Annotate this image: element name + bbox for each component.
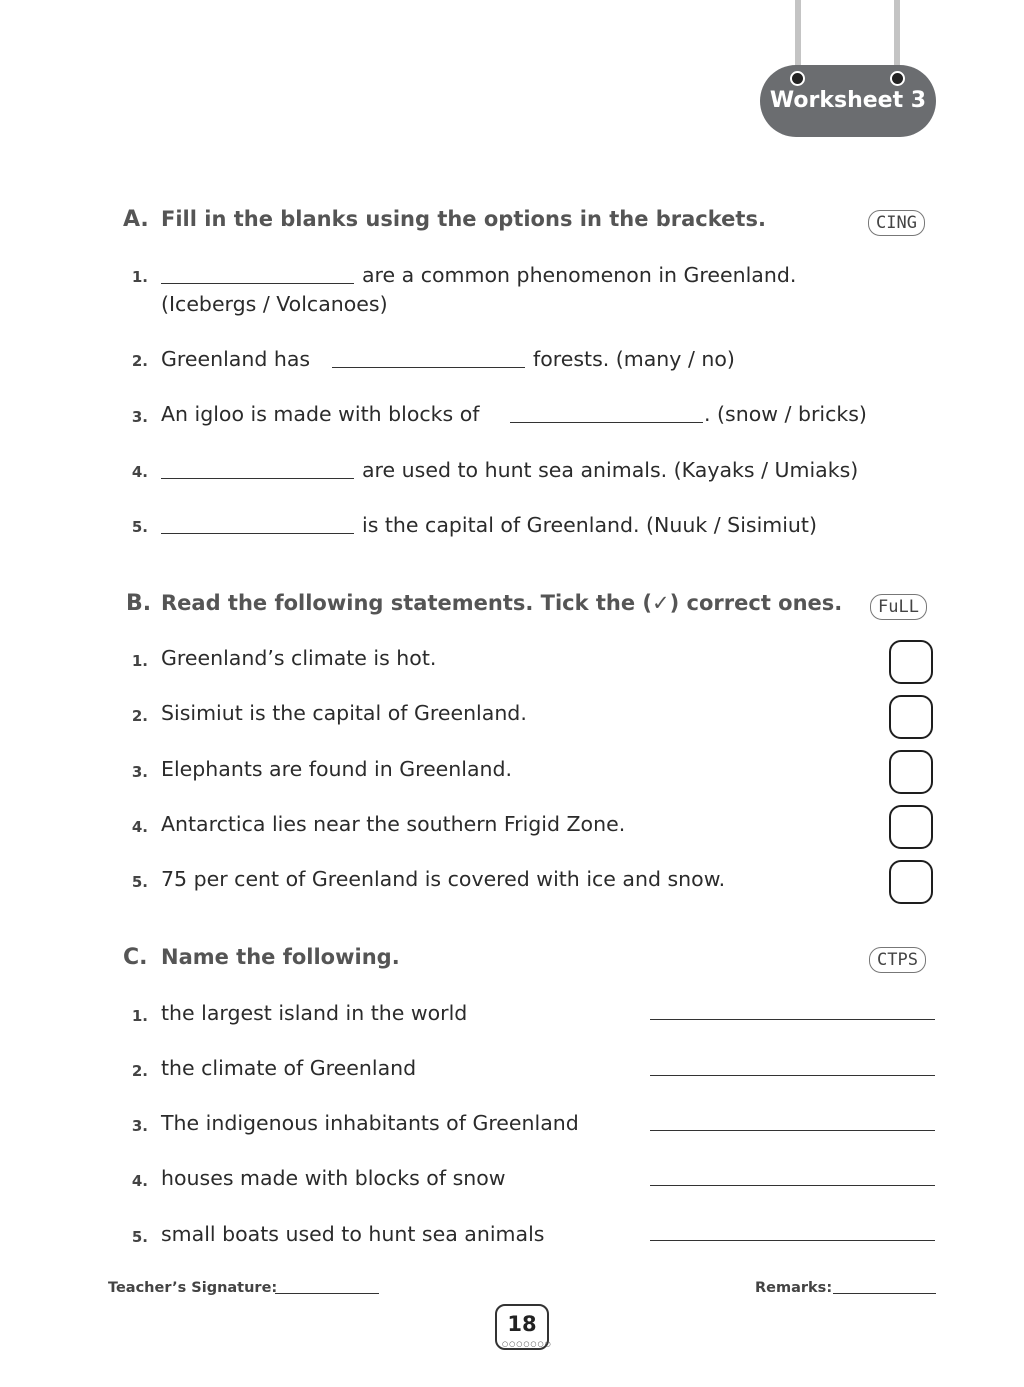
a-item-3-after: . (snow / bricks) [704, 402, 867, 426]
section-a-skill-badge: CING [868, 210, 925, 236]
b-item-1-tick-box[interactable] [889, 640, 933, 684]
section-c-skill-badge: CTPS [869, 947, 926, 973]
c-item-4-text: houses made with blocks of snow [161, 1166, 506, 1190]
a-item-2-number: 2. [131, 352, 148, 370]
c-item-4-number: 4. [131, 1172, 148, 1190]
a-item-3-number: 3. [131, 408, 148, 426]
c-item-5-answer-line[interactable] [650, 1240, 935, 1241]
b-item-3-number: 3. [131, 763, 148, 781]
c-item-1-answer-line[interactable] [650, 1019, 935, 1020]
a-item-1-blank[interactable] [161, 283, 354, 284]
b-item-2-tick-box[interactable] [889, 695, 933, 739]
section-c-title: Name the following. [161, 945, 400, 969]
a-item-3-blank[interactable] [510, 422, 703, 423]
a-item-5-blank[interactable] [161, 533, 354, 534]
section-b-skill-badge: FuLL [870, 594, 927, 620]
b-item-5-number: 5. [131, 873, 148, 891]
b-item-5-text: 75 per cent of Greenland is covered with ice and snow. [161, 867, 726, 891]
c-item-3-answer-line[interactable] [650, 1130, 935, 1131]
section-a-letter: A. [123, 207, 149, 232]
tag-hole-left [790, 71, 805, 86]
a-item-1-options: (Icebergs / Volcanoes) [161, 292, 388, 316]
a-item-1-number: 1. [131, 268, 148, 286]
c-item-5-text: small boats used to hunt sea animals [161, 1222, 545, 1246]
tag-hole-right [890, 71, 905, 86]
a-item-3-before: An igloo is made with blocks of [161, 402, 480, 426]
c-item-2-answer-line[interactable] [650, 1075, 935, 1076]
tag-hanger-right [894, 0, 900, 74]
a-item-4-text: are used to hunt sea animals. (Kayaks / Umiaks) [362, 458, 859, 482]
teacher-signature-label: Teacher’s Signature: [108, 1280, 278, 1296]
c-item-2-number: 2. [131, 1062, 148, 1080]
remarks-label: Remarks: [755, 1280, 833, 1296]
b-item-1-number: 1. [131, 652, 148, 670]
b-item-5-tick-box[interactable] [889, 860, 933, 904]
b-item-2-number: 2. [131, 707, 148, 725]
page-number: 18 [507, 1312, 537, 1336]
a-item-1-text: are a common phenomenon in Greenland. [362, 263, 797, 287]
c-item-4-answer-line[interactable] [650, 1185, 935, 1186]
a-item-4-blank[interactable] [161, 478, 354, 479]
b-item-4-number: 4. [131, 818, 148, 836]
tag-hanger-left [795, 0, 801, 74]
a-item-2-after: forests. (many / no) [533, 347, 735, 371]
worksheet-tag [760, 65, 936, 137]
b-item-4-text: Antarctica lies near the southern Frigid Zone. [161, 812, 626, 836]
section-a-title: Fill in the blanks using the options in the brackets. [161, 207, 766, 231]
b-item-1-text: Greenland’s climate is hot. [161, 646, 437, 670]
b-item-2-text: Sisimiut is the capital of Greenland. [161, 701, 527, 725]
a-item-4-number: 4. [131, 463, 148, 481]
c-item-1-text: the largest island in the world [161, 1001, 468, 1025]
c-item-3-text: The indigenous inhabitants of Greenland [161, 1111, 579, 1135]
b-item-3-text: Elephants are found in Greenland. [161, 757, 513, 781]
section-b-letter: B. [126, 591, 152, 616]
b-item-4-tick-box[interactable] [889, 805, 933, 849]
a-item-5-number: 5. [131, 518, 148, 536]
b-item-3-tick-box[interactable] [889, 750, 933, 794]
a-item-2-before: Greenland has [161, 347, 311, 371]
remarks-line[interactable] [833, 1293, 936, 1294]
page-number-frame-holes: ○○○○○○○ [502, 1340, 552, 1348]
c-item-2-text: the climate of Greenland [161, 1056, 417, 1080]
a-item-2-blank[interactable] [332, 367, 525, 368]
worksheet-label: Worksheet 3 [769, 88, 927, 113]
section-c-letter: C. [123, 945, 148, 970]
c-item-1-number: 1. [131, 1007, 148, 1025]
teacher-signature-line[interactable] [275, 1293, 379, 1294]
a-item-5-text: is the capital of Greenland. (Nuuk / Sisimiut) [362, 513, 817, 537]
section-b-title: Read the following statements. Tick the (✓) correct ones. [161, 591, 843, 615]
c-item-5-number: 5. [131, 1228, 148, 1246]
c-item-3-number: 3. [131, 1117, 148, 1135]
